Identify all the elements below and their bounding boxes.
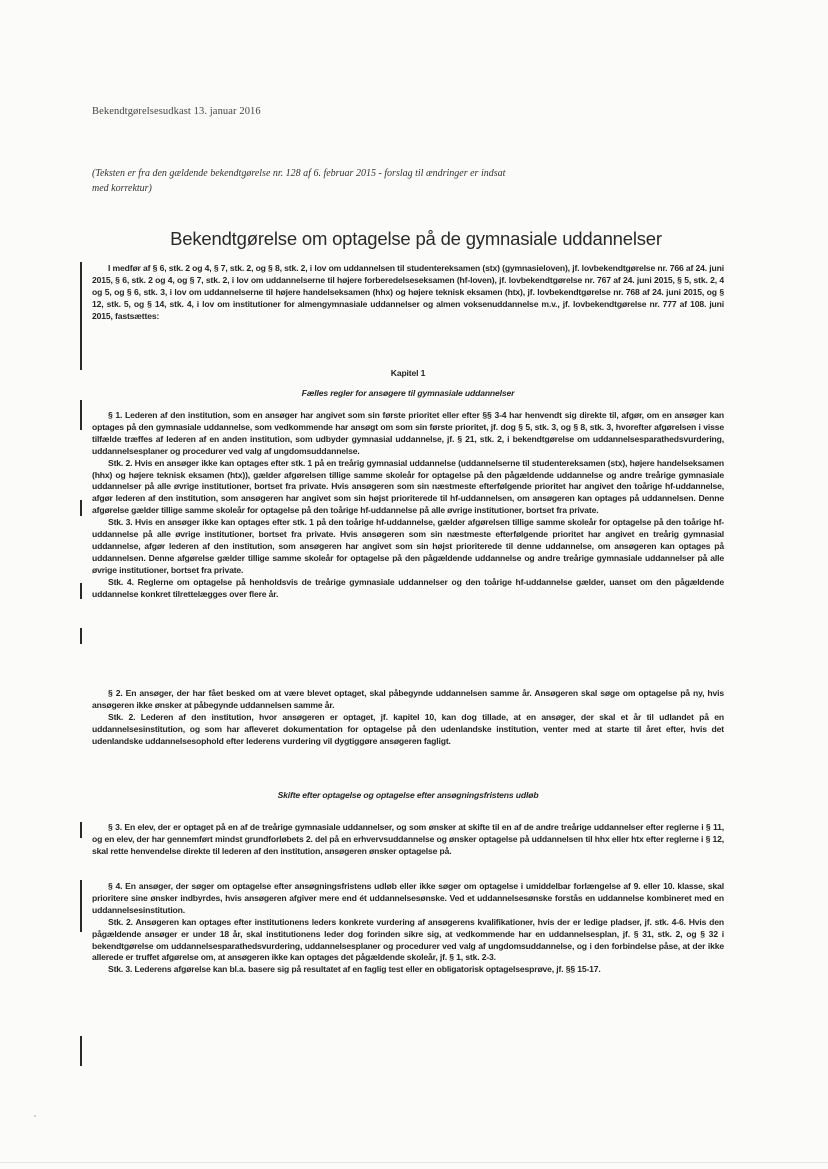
section-1-stk-3: Stk. 3. Hvis en ansøger ikke kan optages efter stk. 1 på den toårige hf-uddannelse, gælder afgørelsen tillige samme skoleår for optagelse på den toårige hf-uddannelse på alle øvrige institutioner, bortset fra private. Hvis ansøgeren som sin næstmeste efterfølgende prioritet har angivet en treårig gymnasial uddannelse, afgør lederen af den institution, som ansøgeren har angivet som sin højst prioriterede til denne uddannelse, om ansøgeren kan optages på uddannelsen. Denne afgørelse gælder tillige samme skoleår for optagelse på den pågældende uddannelse og andre treårige gymnasiale uddannelser på alle øvrige institutioner, bortset fra private.: [92, 517, 724, 575]
subheading-2-block: [92, 790, 724, 802]
change-bar: [80, 880, 82, 932]
section-4-stk-2: Stk. 2. Ansøgeren kan optages efter institutionens leders konkrete vurdering af ansøgerens kvalifikationer, hvis der er ledige pladser, jf. stk. 4-6. Hvis den pågældende ansøger er under 18 år, skal institutionens leder dog forinden sikre sig, at vedkommende har en uddannelsesplan, jf. § 31, stk. 2, og § 32 i bekendtgørelse om uddannelsesparathedsvurdering, uddannelsesplaner og procedurer ved valg af ungdomsuddannelse, og i den forbindelse påse, at der ikke allerede er truffet afgørelse om, at ansøgeren ikke kan optages det pågældende skoleår, jf. § 1, stk. 2-3.: [92, 916, 724, 963]
change-bar: [80, 1036, 82, 1066]
section-4: [92, 881, 724, 976]
section-3: [92, 822, 724, 858]
change-bar: [80, 500, 82, 516]
subheading-2: Skifte efter optagelse og optagelse efter ansøgningsfristens udløb: [277, 790, 539, 800]
draft-header: Bekendtgørelsesudkast 13. januar 2016: [92, 106, 261, 117]
change-bar: [80, 628, 82, 644]
change-bar: [80, 583, 82, 599]
page-bottom-edge: [0, 1162, 828, 1163]
section-1-stk-4: Stk. 4. Reglerne om optagelse på henholdsvis de treårige gymnasiale uddannelser og den toårige hf-uddannelse gælder, uanset om den pågældende uddannelse konkret tilrettelægges over flere år.: [92, 576, 724, 599]
section-2-stk-2: Stk. 2. Lederen af den institution, hvor ansøgeren er optaget, jf. kapitel 10, kan dog tillade, at en ansøger, der skal et år til udlandet på en uddannelsesinstitution, og som har afleveret dokumentation for optagelse på den udenlandske institution, venter med at starte til året efter, hvis det udenlandske uddannelsesophold efter lederens vurdering vil dygtiggøre ansøgeren fagligt.: [92, 711, 724, 746]
change-bar: [80, 400, 82, 430]
section-1-stk-2: Stk. 2. Hvis en ansøger ikke kan optages efter stk. 1 på en treårig gymnasial uddannelse (uddannelserne til studentereksamen (stx), højere handelseksamen (hhx) og højere teknisk eksamen (htx)), gælder afgørelsen tillige samme skoleår for optagelse på den pågældende uddannelse og andre treårige gymnasiale uddannelser på alle øvrige institutioner, bortset fra private. Hvis ansøgeren som sin næstmeste efterfølgende prioritet har angivet den toårige hf-uddannelse, afgør lederen af den institution, som ansøgeren har angivet som sin højst prioriterede til hf-uddannelsen, om ansøgeren kan optages på uddannelsen. Denne afgørelse gælder tillige samme skoleår for optagelse på den toårige hf-uddannelse på alle øvrige institutioner, bortset fra private.: [92, 457, 724, 516]
change-bar: [80, 262, 82, 370]
preamble-text: I medfør af § 6, stk. 2 og 4, § 7, stk. 2, og § 8, stk. 2, i lov om uddannelsen til studentereksamen (stx) (gymnasieloven), jf. lovbekendtgørelse nr. 766 af 24. juni 2015, § 6, stk. 2 og 4, og § 7, stk. 2, i lov om uddannelserne til højere forberedelseseksamen (hf-loven), jf. lovbekendtgørelse nr. 767 af 24. juni 2015, § 5, stk. 2, 4 og 5, og § 6, stk. 3, i lov om uddannelserne til højere handelseksamen (hhx) og højere teknisk eksamen (htx), jf. lovbekendtgørelse nr. 768 af 24. juni 2015, og § 12, stk. 5, og § 14, stk. 4, i lov om institutioner for almengymnasiale uddannelser og almen voksenuddannelse m.v., jf. lovbekendtgørelse nr. 777 af 108. juni 2015, fastsættes:: [92, 263, 724, 321]
section-3-para-1: § 3. En elev, der er optaget på en af de treårige gymnasiale uddannelser, og som ønsker at skifte til en af de andre treårige uddannelser efter reglerne i § 11, og en elev, der har gennemført mindst grundforløbets 2. del på en erhvervsuddannelse og ønsker optagelse på uddannelsen til hhx eller htx efter reglerne i § 12, skal rette henvendelse direkte til lederen af den institution, ansøgeren ønsker optagelse på.: [92, 822, 724, 856]
chapter-label: Kapitel 1: [390, 368, 426, 378]
chapter-heading: Fælles regler for ansøgere til gymnasiale uddannelser: [301, 387, 515, 398]
section-1: [92, 410, 724, 601]
document-title: Bekendtgørelse om optagelse på de gymnasiale uddannelser: [170, 228, 662, 249]
section-4-para-1: § 4. En ansøger, der søger om optagelse efter ansøgningsfristens udløb eller ikke søger om optagelse i umiddelbar forlængelse af 9. eller 10. klasse, skal prioritere sine ønsker indbyrdes, hvis ansøgeren afgiver mere end ét uddannelsesønske. Ved et uddannelsesønske forstås en uddannelse kombineret med en uddannelsesinstitution.: [92, 881, 724, 915]
section-2-para-1: § 2. En ansøger, der har fået besked om at være blevet optaget, skal påbegynde uddannelsen samme år. Ansøgeren skal søge om optagelse på ny, hvis ansøgeren ikke ønsker at påbegynde uddannelsen samme år.: [92, 688, 724, 710]
chapter-1-block: [92, 368, 724, 400]
scan-speck: [34, 1115, 36, 1117]
section-4-stk-3: Stk. 3. Lederens afgørelse kan bl.a. basere sig på resultatet af en faglig test eller en obligatorisk optagelsesprøve, jf. §§ 15-17.: [108, 964, 601, 975]
change-bar: [80, 822, 82, 838]
preamble: [92, 263, 724, 323]
section-1-para-1: § 1. Lederen af den institution, som en ansøger har angivet som sin første prioritet eller efter §§ 3-4 har henvendt sig direkte til, afgør, om en ansøger kan optages på den gymnasiale uddannelse, som vedkommende har ansøgt om som sin første prioritet, jf. dog § 5, stk. 3, og § 8, stk. 3, hvorefter afgørelsen i visse tilfælde træffes af lederen af en anden institution, som udbyder gymnasial uddannelse, jf. § 21, stk. 2, i bekendtgørelse om uddannelsesparathedsvurdering, uddannelsesplaner og procedurer ved valg af ungdomsuddannelse.: [92, 410, 724, 456]
section-2: [92, 688, 724, 748]
source-note: (Teksten er fra den gældende bekendtgørelse nr. 128 af 6. februar 2015 - forslag til ændringer er indsat med korrektur): [92, 168, 506, 194]
